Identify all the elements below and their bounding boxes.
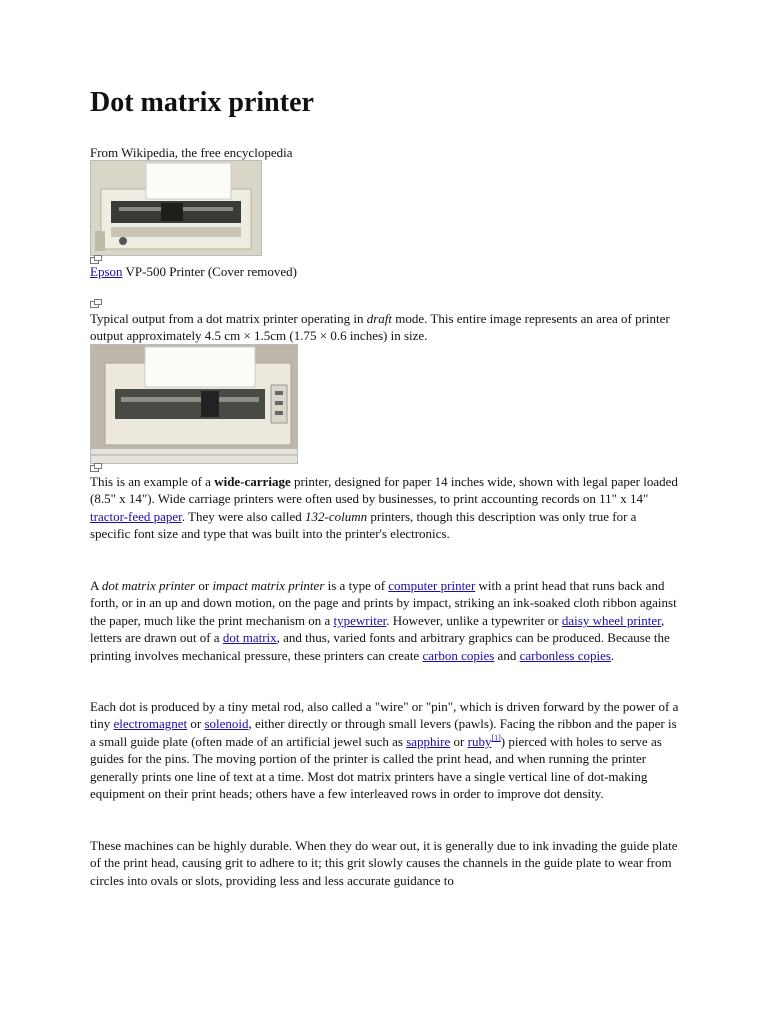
enlarge-icon[interactable] [90,463,102,472]
typewriter-link[interactable]: typewriter [333,612,387,628]
figure-caption-1: Epson VP-500 Printer (Cover removed) [90,264,298,279]
electromagnet-link[interactable]: electromagnet [113,716,188,732]
ruby-link[interactable]: ruby [467,733,492,749]
figure-caption-3: This is an example of a wide-carriage printer, designed for paper 14 inches wide, shown with legal paper loaded (8.5" x 14"). Wide carriage printers were often used by businesses, to print accounting records on 11" x 14" tractor-feed paper. They were also called 132-column printers, though this description was only true for a specific font size and type that was built into the printer's electronics. [90,474,678,542]
tractor-feed-paper-link[interactable]: tractor-feed paper [90,508,182,524]
page-title: Dot matrix printer [90,87,314,118]
paragraph-mechanism: Each dot is produced by a tiny metal rod, also called a "wire" or "pin", which is driven forward by the power of a tiny electromagnet or solenoid, either directly or through small levers (pawls). Facing the ribbon and the paper is a small guide plate (often made of an artificial jewel such as sapphire or ruby[1]) pierced with holes to serve as guides for the pins. The moving portion of the printer is called the print head, and when running the printer generally prints one line of text at a time. Most dot matrix printers have a single vertical line of dot-making equipment on their print heads; others have a few interleaved rows in order to improve dot density. [90,699,679,802]
paragraph-intro: A dot matrix printer or impact matrix printer is a type of computer printer with a print head that runs back and forth, or in an up and down motion, on the page and prints by impact, striking an ink-soaked cloth ribbon against the paper, much like the print mechanism on a typewriter. However, unlike a typewriter or daisy wheel printer, letters are drawn out of a dot matrix, and thus, varied fonts and arbitrary graphics can be produced. Because the printing involves mechanical pressure, these printers can create carbon copies and carbonless copies. [90,578,677,663]
carbonless-copies-link[interactable]: carbonless copies [519,647,611,663]
daisy-wheel-printer-link[interactable]: daisy wheel printer [561,612,661,628]
solenoid-link[interactable]: solenoid [204,716,249,732]
dot-matrix-link[interactable]: dot matrix [222,630,277,646]
wide-carriage-printer-image[interactable] [90,344,298,464]
enlarge-icon[interactable] [90,299,102,308]
carbon-copies-link[interactable]: carbon copies [422,647,495,663]
computer-printer-link[interactable]: computer printer [388,578,476,593]
epson-printer-image[interactable] [90,160,262,256]
citation-1-link[interactable]: [1] [491,733,501,743]
epson-link[interactable]: Epson [90,264,123,279]
tagline: From Wikipedia, the free encyclopedia [90,145,293,160]
sapphire-link[interactable]: sapphire [406,733,451,749]
figure-caption-2: Typical output from a dot matrix printer operating in draft mode. This entire image represents an area of printer output approximately 4.5 cm × 1.5cm (1.75 × 0.6 inches) in size. [90,311,670,344]
paragraph-durability: These machines can be highly durable. When they do wear out, it is generally due to ink invading the guide plate of the print head, causing grit to adhere to it; this grit slowly causes the channels in the guide plate to wear from circles into ovals or slots, providing less and less accurate guidance to [90,838,678,888]
